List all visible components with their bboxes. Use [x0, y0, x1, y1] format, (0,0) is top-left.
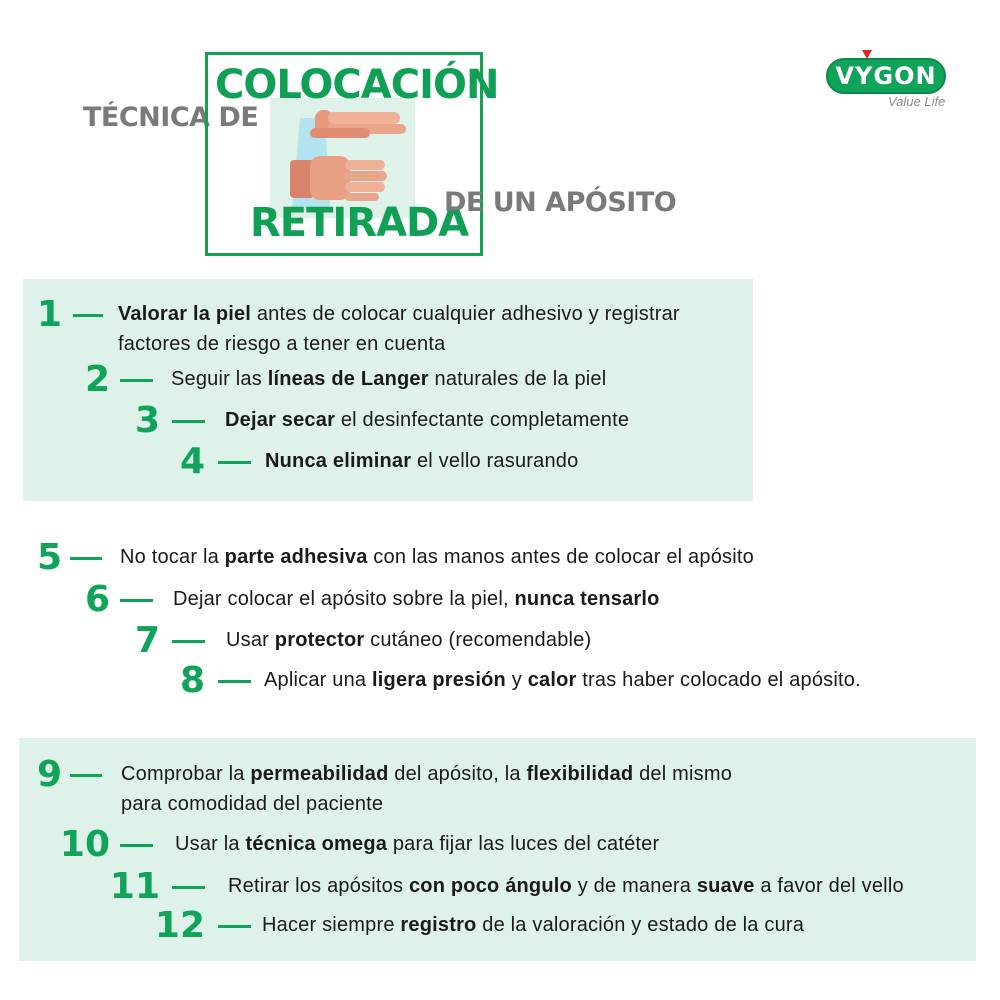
step-number: 12: [154, 905, 205, 946]
step-text-part: el desinfectante completamente: [335, 409, 630, 431]
logo-brand: VYGON: [835, 62, 937, 90]
step-number: 10: [59, 824, 110, 865]
logo-triangle-icon: [862, 50, 872, 59]
step-text-bold: ligera presión: [372, 669, 506, 691]
step-text-bold: Dejar secar: [225, 409, 336, 431]
step-text-part: cutáneo (recomendable): [364, 629, 592, 651]
logo-tagline: Value Life: [888, 94, 946, 109]
step-number: 4: [179, 441, 205, 482]
step-text: [120, 542, 754, 572]
step-text: [171, 364, 606, 394]
step-text: [226, 625, 591, 655]
step-number: 7: [134, 620, 160, 661]
step-dash: [70, 774, 102, 777]
step-dash: [172, 886, 205, 889]
step-text-part: tras haber colocado el apósito.: [576, 669, 861, 691]
step-text-bold: con poco ángulo: [408, 875, 572, 897]
step-text-part: de la valoración y estado de la cura: [476, 914, 805, 936]
step-text-bold: flexibilidad: [526, 763, 634, 785]
step-text-part: Comprobar la: [121, 763, 251, 785]
step-number: 5: [36, 537, 62, 578]
step-dash: [70, 557, 102, 560]
step-text: [225, 405, 629, 435]
step-text: [264, 665, 861, 695]
step-dash: [120, 844, 153, 847]
step-text-part: Hacer siempre: [262, 914, 401, 936]
step-dash: [120, 599, 153, 602]
step-dash: [73, 314, 103, 317]
step-text-part: naturales de la piel: [428, 368, 607, 390]
step-text: [175, 829, 659, 859]
step-number: 11: [109, 866, 160, 907]
step-text-line2: para comodidad del paciente: [121, 793, 384, 815]
step-text-bold: técnica omega: [245, 833, 388, 855]
step-text-part: y de manera: [571, 875, 697, 897]
step-number: 6: [84, 579, 110, 620]
step-text-bold: líneas de Langer: [267, 368, 429, 390]
step-text-part: Usar: [226, 629, 275, 651]
step-dash: [218, 925, 251, 928]
title-prefix: TÉCNICA DE: [83, 102, 259, 133]
step-dash: [120, 379, 153, 382]
step-text-part: Usar la: [175, 833, 246, 855]
step-number: 8: [179, 660, 205, 701]
step-number: 9: [36, 754, 62, 795]
step-text-bold: Valorar la piel: [118, 303, 252, 325]
step-dash: [218, 461, 251, 464]
step-text-part: Seguir las: [171, 368, 268, 390]
step-text-bold: protector: [274, 629, 365, 651]
step-text-bold: calor: [527, 669, 577, 691]
step-number: 1: [36, 294, 62, 335]
step-text: [118, 299, 680, 359]
step-text-part: a favor del vello: [754, 875, 904, 897]
step-text-bold: nunca tensarlo: [514, 588, 660, 610]
step-text: [228, 871, 904, 901]
step-text-part: Dejar colocar el apósito sobre la piel,: [173, 588, 515, 610]
step-text-part: y: [505, 669, 528, 691]
title-word-top: COLOCACIÓN: [215, 62, 499, 108]
step-text-part: Retirar los apósitos: [228, 875, 409, 897]
step-text-part: para fijar las luces del catéter: [387, 833, 660, 855]
step-text-part: No tocar la: [120, 546, 225, 568]
step-text: [262, 910, 804, 940]
step-text-part: del apósito, la: [388, 763, 527, 785]
step-text-part: Aplicar una: [264, 669, 373, 691]
step-text-part: antes de colocar cualquier adhesivo y registrar: [251, 303, 680, 325]
title-suffix: DE UN APÓSITO: [444, 187, 677, 218]
title-word-bottom: RETIRADA: [250, 200, 469, 246]
step-dash: [172, 420, 205, 423]
step-text-part: del mismo: [633, 763, 733, 785]
step-text: [173, 584, 660, 614]
step-text-bold: permeabilidad: [250, 763, 389, 785]
step-dash: [218, 680, 251, 683]
step-text-bold: parte adhesiva: [224, 546, 368, 568]
step-number: 2: [84, 359, 110, 400]
step-text-part: el vello rasurando: [411, 450, 579, 472]
step-text-bold: registro: [400, 914, 477, 936]
step-text-line2: factores de riesgo a tener en cuenta: [118, 333, 446, 355]
step-dash: [172, 640, 205, 643]
step-text: [265, 446, 578, 476]
step-text-bold: Nunca eliminar: [265, 450, 412, 472]
step-number: 3: [134, 400, 160, 441]
step-text-bold: suave: [696, 875, 755, 897]
step-text-part: con las manos antes de colocar el apósito: [367, 546, 754, 568]
step-text: [121, 759, 732, 819]
